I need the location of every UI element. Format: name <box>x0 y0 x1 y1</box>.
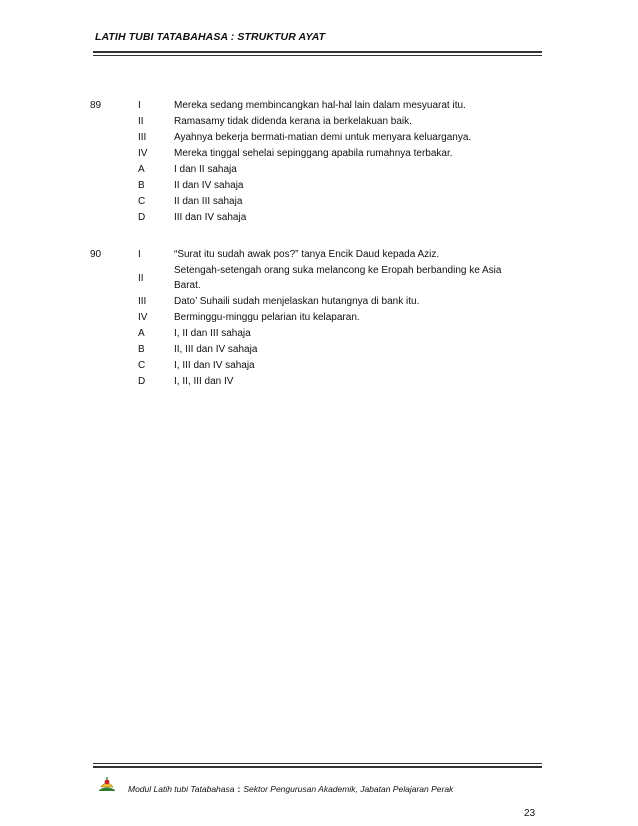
question-row <box>90 98 530 114</box>
perak-crest-icon <box>98 776 116 792</box>
row-text: Ramasamy tidak didenda kerana ia berkelakuan baik. <box>174 116 412 127</box>
row-text: Setengah-setengah orang suka melancong ke Eropah berbanding ke Asia Barat. <box>174 265 502 291</box>
question-number: 89 <box>90 100 102 111</box>
row-label: I <box>138 249 141 260</box>
option-text: I, II, III dan IV <box>174 376 234 387</box>
question-row <box>90 114 530 130</box>
option-text: I, II dan III sahaja <box>174 328 251 339</box>
option-label: D <box>138 376 146 387</box>
row-label: I <box>138 100 141 111</box>
row-text: Mereka tinggal sehelai sepinggang apabila rumahnya terbakar. <box>174 148 453 159</box>
footer-separator: : <box>237 784 241 794</box>
answer-option-c <box>90 358 530 374</box>
option-label: B <box>138 180 145 191</box>
header-rule-thick <box>93 51 542 53</box>
footer-rule-thick <box>93 766 542 768</box>
option-label: A <box>138 164 145 175</box>
option-label: A <box>138 328 145 339</box>
option-text: I, III dan IV sahaja <box>174 360 255 371</box>
question-row <box>90 146 530 162</box>
option-label: C <box>138 196 146 207</box>
footer-rule-thin <box>93 763 542 764</box>
footer-department: Sektor Pengurusan Akademik, Jabatan Pelajaran Perak <box>243 784 454 794</box>
question-row <box>90 247 530 263</box>
question-row <box>90 263 530 294</box>
answer-option-a <box>90 162 530 178</box>
answer-option-a <box>90 326 530 342</box>
header-rule-thin <box>93 55 542 56</box>
question-number: 90 <box>90 249 102 260</box>
question-89 <box>90 98 530 226</box>
answer-option-d <box>90 374 530 390</box>
row-text: Berminggu-minggu pelarian itu kelaparan. <box>174 312 360 323</box>
option-text: I dan II sahaja <box>174 164 237 175</box>
row-label: III <box>138 296 147 307</box>
footer-text <box>128 784 453 794</box>
row-label: II <box>138 116 144 127</box>
option-label: D <box>138 212 146 223</box>
row-label: III <box>138 132 147 143</box>
answer-option-b <box>90 178 530 194</box>
option-label: B <box>138 344 145 355</box>
row-label: IV <box>138 312 148 323</box>
question-90 <box>90 247 530 390</box>
footer-module-name: Modul Latih tubi Tatabahasa <box>128 784 235 794</box>
answer-option-d <box>90 210 530 226</box>
row-label: IV <box>138 148 148 159</box>
answer-option-c <box>90 194 530 210</box>
option-text: II dan III sahaja <box>174 196 243 207</box>
question-row <box>90 310 530 326</box>
header-title: LATIH TUBI TATABAHASA : STRUKTUR AYAT <box>95 31 326 43</box>
question-row <box>90 130 530 146</box>
option-text: III dan IV sahaja <box>174 212 247 223</box>
row-text: “Surat itu sudah awak pos?” tanya Encik Daud kepada Aziz. <box>174 249 440 260</box>
row-text: Mereka sedang membincangkan hal-hal lain dalam mesyuarat itu. <box>174 100 466 111</box>
question-row <box>90 294 530 310</box>
option-text: II dan IV sahaja <box>174 180 244 191</box>
page-number: 23 <box>524 808 536 819</box>
option-label: C <box>138 360 146 371</box>
answer-option-b <box>90 342 530 358</box>
option-text: II, III dan IV sahaja <box>174 344 258 355</box>
row-text: Ayahnya bekerja bermati-matian demi untuk menyara keluarganya. <box>174 132 472 143</box>
row-label: II <box>138 273 144 284</box>
row-text: Dato’ Suhaili sudah menjelaskan hutangnya di bank itu. <box>174 296 420 307</box>
